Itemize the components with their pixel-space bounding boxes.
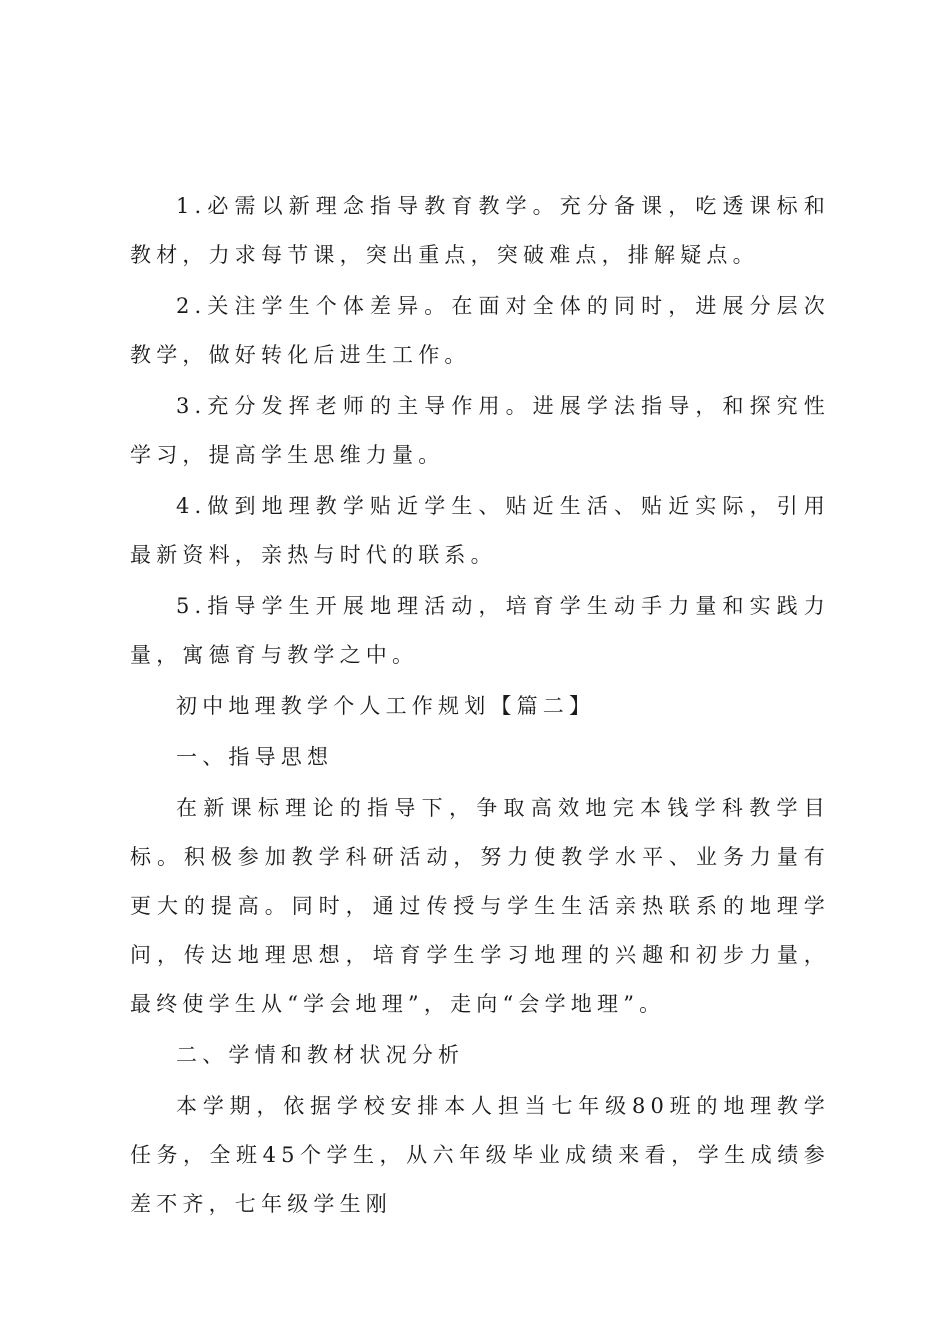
paragraph-guiding-thought: 在新课标理论的指导下，争取高效地完本钱学科教学目标。积极参加教学科研活动，努力使教学水平、业务力量有更大的提高。同时，通过传授与学生生活亲热联系的地理学问，传达地理思想，培育学生学习地理的兴趣和初步力量，最终使学生从“学会地理”，走向“会学地理”。: [130, 796, 830, 1016]
paragraph-2: 2.关注学生个体差异。在面对全体的同时，进展分层次教学，做好转化后进生工作。: [130, 294, 830, 367]
heading-analysis: 二、学情和教材状况分析: [176, 1043, 465, 1067]
paragraph-4: 4.做到地理教学贴近学生、贴近生活、贴近实际，引用最新资料，亲热与时代的联系。: [130, 494, 830, 567]
paragraph-5: 5.指导学生开展地理活动，培育学生动手力量和实践力量，寓德育与教学之中。: [130, 594, 830, 667]
paragraph-analysis: 本学期，依据学校安排本人担当七年级80班的地理教学任务，全班45个学生，从六年级毕业成绩来看，学生成绩参差不齐，七年级学生刚: [130, 1094, 830, 1216]
heading-guiding-thought: 一、指导思想: [176, 745, 334, 769]
paragraph-3: 3.充分发挥老师的主导作用。进展学法指导，和探究性学习，提高学生思维力量。: [130, 394, 830, 467]
section-title: 初中地理教学个人工作规划【篇二】: [176, 694, 596, 718]
paragraph-1: 1.必需以新理念指导教育教学。充分备课，吃透课标和教材，力求每节课，突出重点，突破难点，排解疑点。: [130, 194, 830, 267]
document-body: [130, 182, 830, 1229]
